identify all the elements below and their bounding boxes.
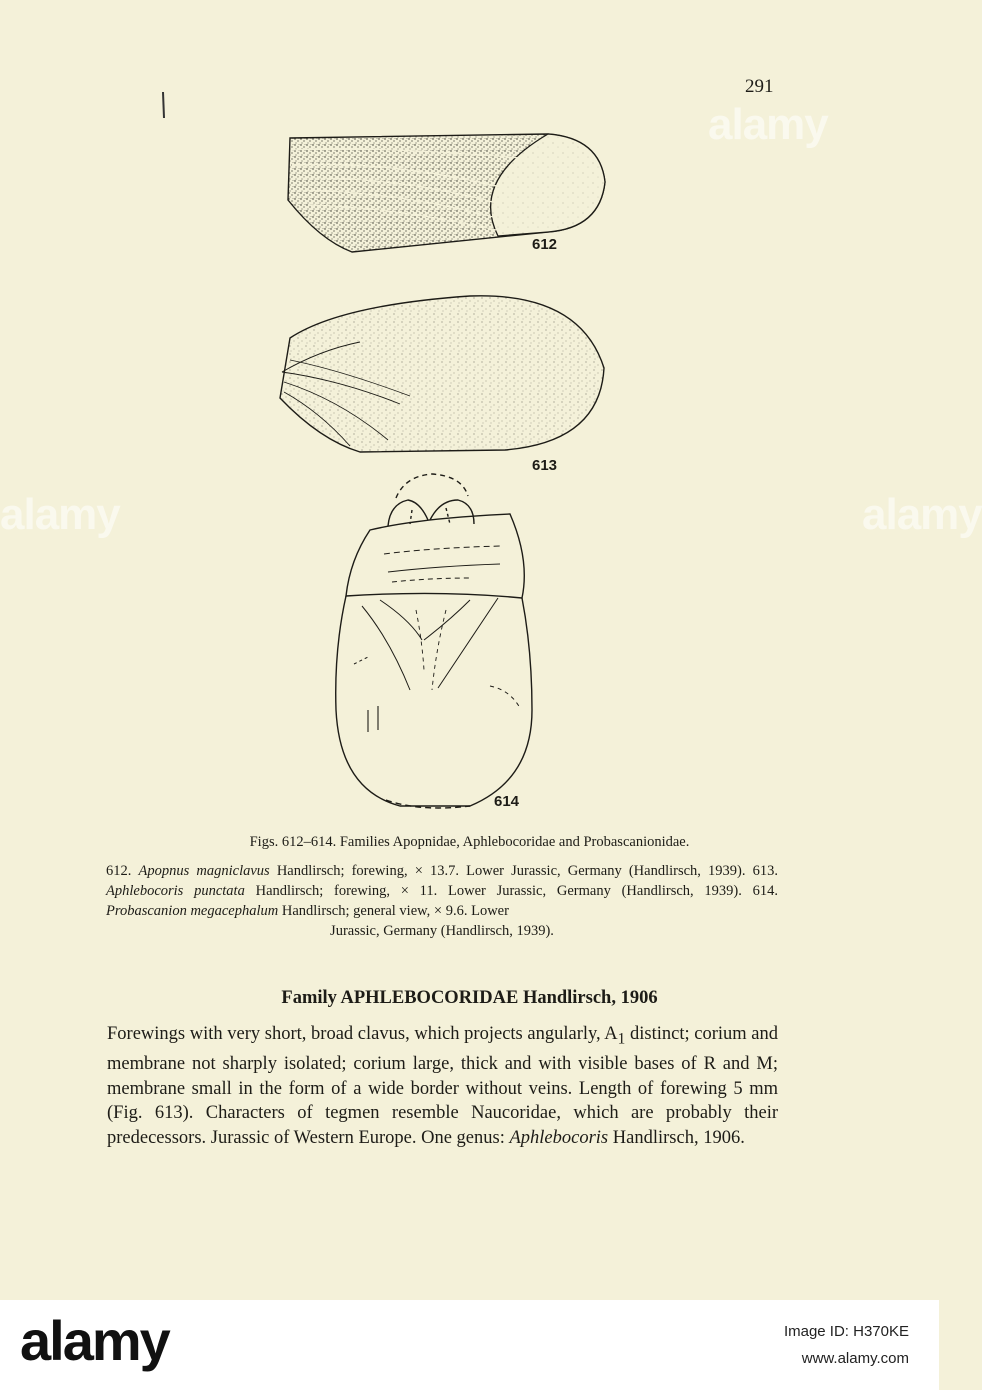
caption-613-species: Aphlebocoris punctata	[106, 883, 245, 899]
body-subscript: 1	[617, 1030, 626, 1048]
caption-614-species: Probascanion megacephalum	[106, 903, 279, 919]
family-heading: Family APHLEBOCORIDAE Handlirsch, 1906	[281, 988, 658, 1008]
figure-612-forewing	[288, 134, 605, 252]
figure-614-label: 614	[494, 793, 520, 810]
figure-613-forewing	[280, 296, 604, 452]
caption-614-text: Handlirsch; general view, × 9.6. Lower	[281, 903, 509, 919]
caption-614-number: 614.	[752, 883, 779, 899]
scan-mark	[163, 92, 164, 118]
watermark-right: alamy	[862, 490, 982, 539]
caption-613-text: Handlirsch; forewing, × 11. Lower Jurassic, Germany (Handlirsch, 1939).	[255, 883, 742, 899]
caption-612-number: 612.	[106, 863, 132, 879]
body-text-part-1: Forewings with very short, broad clavus, which projects angularly, A	[107, 1024, 618, 1044]
figure-612-label: 612	[532, 236, 558, 253]
body-text-part-2: distinct; corium and membrane not sharply isolated; corium large, thick and with visible bases of R and M; membrane small in the form of a wide border without veins. Length of forewing 5 mm (Fig. 613). Characters of tegmen resemble Naucoridae, which are probably their predecessors. Jurassic of Western Europe. One genus:	[107, 1024, 778, 1148]
figure-caption-title: Figs. 612–614. Families Apopnidae, Aphlebocoridae and Probascanionidae.	[249, 834, 690, 850]
footer-logo[interactable]: alamy	[20, 1309, 169, 1372]
footer-image-id: Image ID: H370KE	[783, 1323, 909, 1340]
page-number: 291	[745, 76, 774, 97]
figure-613-label: 613	[532, 457, 558, 474]
watermark-left: alamy	[0, 490, 120, 539]
body-genus: Aphlebocoris	[509, 1127, 609, 1148]
body-text-part-3: Handlirsch, 1906.	[608, 1127, 745, 1148]
caption-613-number: 613.	[752, 863, 779, 879]
footer-url[interactable]: www.alamy.com	[801, 1350, 909, 1367]
figure-614-general-view	[336, 474, 532, 808]
watermark-top-right: alamy	[708, 100, 828, 149]
caption-612-species: Apopnus magniclavus	[138, 863, 270, 879]
caption-614-last-line: Jurassic, Germany (Handlirsch, 1939).	[330, 923, 554, 939]
body-paragraph	[107, 1022, 778, 1150]
caption-612-text: Handlirsch; forewing, × 13.7. Lower Jurassic, Germany (Handlirsch, 1939).	[276, 863, 746, 879]
figure-caption-body	[106, 861, 778, 941]
